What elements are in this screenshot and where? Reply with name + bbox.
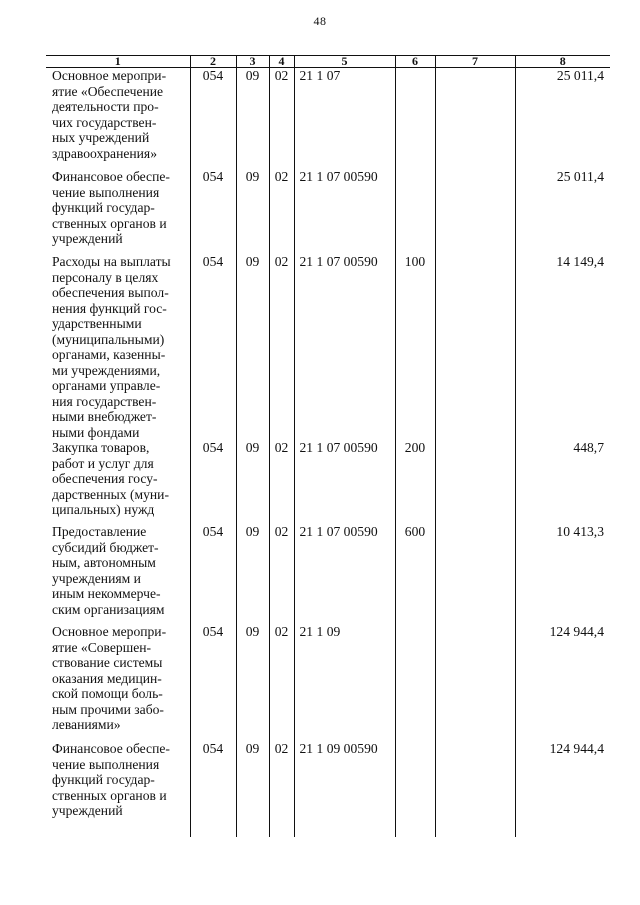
- row-name: Основное меропри- ятие «Обеспечение деятельности про- чих государствен- ных учреждений здравоохранения»: [46, 68, 190, 170]
- row-section-code: 09: [236, 524, 269, 624]
- row-amount: 14 149,4: [515, 254, 610, 440]
- row-amount: 10 413,3: [515, 524, 610, 624]
- row-target-article: 21 1 09: [294, 624, 395, 741]
- row-col7: [435, 524, 515, 624]
- row-expense-type: 200: [395, 440, 435, 524]
- header-col-1: 1: [46, 56, 190, 68]
- row-ministry-code: 054: [190, 624, 236, 741]
- table-row: [46, 440, 610, 524]
- table-row: [46, 524, 610, 624]
- row-expense-type: [395, 169, 435, 254]
- row-amount: 124 944,4: [515, 741, 610, 837]
- header-col-5: 5: [294, 56, 395, 68]
- row-amount: 25 011,4: [515, 68, 610, 170]
- row-expense-type: [395, 741, 435, 837]
- header-col-3: 3: [236, 56, 269, 68]
- row-section-code: 09: [236, 254, 269, 440]
- row-amount: 25 011,4: [515, 169, 610, 254]
- table-row: [46, 624, 610, 741]
- row-ministry-code: 054: [190, 254, 236, 440]
- row-subsection-code: 02: [269, 440, 294, 524]
- row-ministry-code: 054: [190, 440, 236, 524]
- page-number: 48: [313, 14, 327, 28]
- row-ministry-code: 054: [190, 169, 236, 254]
- row-subsection-code: 02: [269, 524, 294, 624]
- row-section-code: 09: [236, 741, 269, 837]
- row-name: Основное меропри- ятие «Совершен- ствование системы оказания медицин- ской помощи боль- ным прочими забо- леваниями»: [46, 624, 190, 741]
- header-col-2: 2: [190, 56, 236, 68]
- row-subsection-code: 02: [269, 254, 294, 440]
- row-section-code: 09: [236, 624, 269, 741]
- row-name: Финансовое обеспе- чение выполнения функций государ- ственных органов и учреждений: [46, 169, 190, 254]
- header-col-7: 7: [435, 56, 515, 68]
- row-name: Финансовое обеспе- чение выполнения функций государ- ственных органов и учреждений: [46, 741, 190, 837]
- row-col7: [435, 624, 515, 741]
- row-subsection-code: 02: [269, 68, 294, 170]
- row-col7: [435, 440, 515, 524]
- row-target-article: 21 1 07 00590: [294, 524, 395, 624]
- row-section-code: 09: [236, 169, 269, 254]
- row-ministry-code: 054: [190, 741, 236, 837]
- row-target-article: 21 1 07 00590: [294, 440, 395, 524]
- row-col7: [435, 68, 515, 170]
- row-ministry-code: 054: [190, 524, 236, 624]
- row-expense-type: 100: [395, 254, 435, 440]
- row-col7: [435, 254, 515, 440]
- row-subsection-code: 02: [269, 741, 294, 837]
- row-subsection-code: 02: [269, 169, 294, 254]
- row-amount: 124 944,4: [515, 624, 610, 741]
- table-row: [46, 169, 610, 254]
- table-row: [46, 254, 610, 440]
- row-col7: [435, 741, 515, 837]
- row-name: Расходы на выплаты персоналу в целях обеспечения выпол- нения функций гос- ударственными (муниципальными) органами, казенны- ми учреждениями, органами управле- ния государствен- ными внебюджет- ными фондами: [46, 254, 190, 440]
- row-section-code: 09: [236, 68, 269, 170]
- row-amount: 448,7: [515, 440, 610, 524]
- row-expense-type: [395, 68, 435, 170]
- row-expense-type: [395, 624, 435, 741]
- row-ministry-code: 054: [190, 68, 236, 170]
- header-col-8: 8: [515, 56, 610, 68]
- row-name: Закупка товаров, работ и услуг для обеспечения госу- дарственных (муни- ципальных) нужд: [46, 440, 190, 524]
- row-name: Предоставление субсидий бюджет- ным, автономным учреждениям и иным некоммерче- ским организациям: [46, 524, 190, 624]
- row-target-article: 21 1 07 00590: [294, 254, 395, 440]
- row-col7: [435, 169, 515, 254]
- table-row: [46, 68, 610, 170]
- header-col-6: 6: [395, 56, 435, 68]
- row-subsection-code: 02: [269, 624, 294, 741]
- table-row: [46, 741, 610, 837]
- row-target-article: 21 1 09 00590: [294, 741, 395, 837]
- row-target-article: 21 1 07: [294, 68, 395, 170]
- budget-table: [46, 55, 610, 837]
- row-target-article: 21 1 07 00590: [294, 169, 395, 254]
- row-section-code: 09: [236, 440, 269, 524]
- row-expense-type: 600: [395, 524, 435, 624]
- header-row: [46, 56, 610, 68]
- header-col-4: 4: [269, 56, 294, 68]
